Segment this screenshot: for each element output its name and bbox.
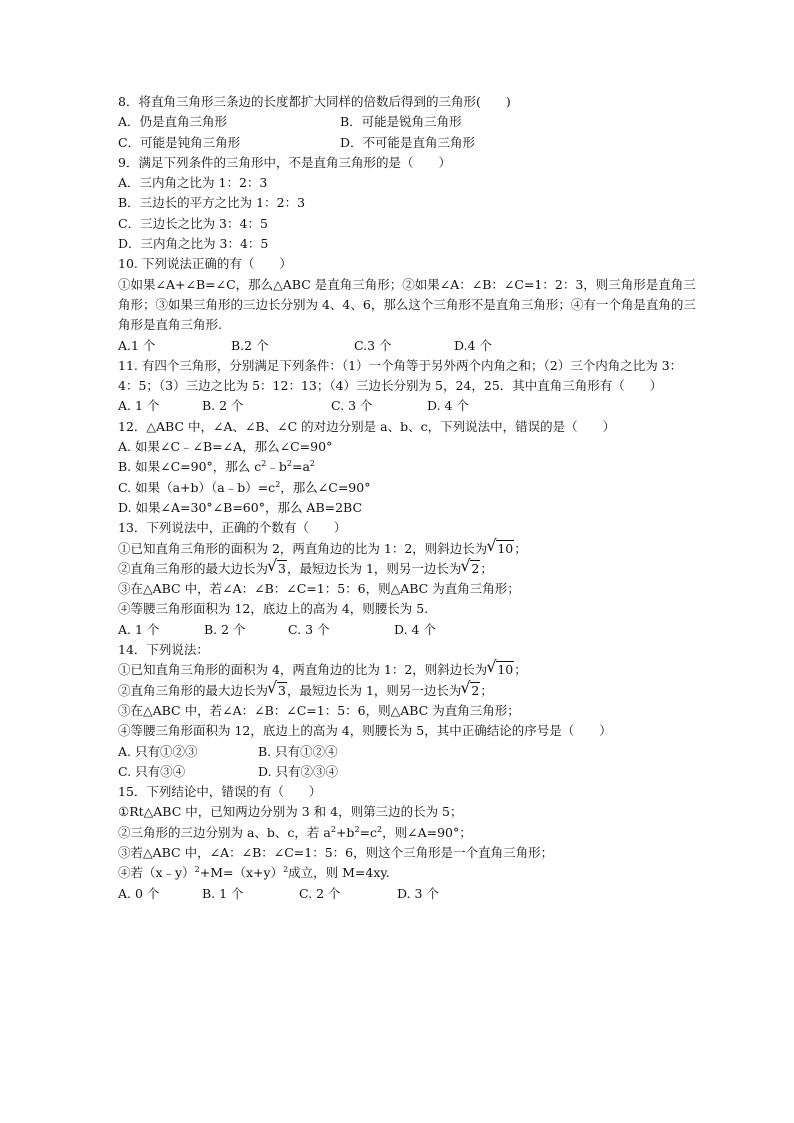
question-13-statement-3: ③在△ABC 中，若∠A：∠B：∠C=1：5：6，则△ABC 为直角三角形； (118, 581, 520, 597)
sqrt-symbol: √ 2 (461, 681, 480, 701)
question-13-stem: 13．下列说法中，正确的个数有（ ） (118, 520, 347, 536)
question-11-option-c[interactable]: C. 3 个 (331, 398, 373, 414)
question-9-option-c[interactable]: C．三边长之比为 3：4：5 (118, 215, 268, 231)
question-8-option-a[interactable]: A．仍是直角三角形 (118, 114, 228, 130)
question-12-option-b[interactable]: B. 如果∠C=90°，那么 $c^2﹣b^2=a^2$ (118, 459, 316, 475)
question-14-options-row-2 (118, 762, 698, 782)
question-12-option-d[interactable]: D. 如果∠A=30°∠B=60°，那么 AB=2BC (118, 499, 363, 515)
question-14-statement-1: ①已知直角三角形的面积为 4，两直角边的比为 1：2，则斜边长为√ 10； (118, 660, 698, 680)
question-15-statement-4: ④若$(x﹣y)^2+M=(x+y)^2$成立，则 M=4xy. (118, 865, 390, 881)
question-11-option-b[interactable]: B. 2 个 (202, 398, 244, 414)
question-15-statement-2: ②三角形的三边分别为 a、b、c，若 $a^2+b^2=c^2$，则∠A=90°； (118, 824, 472, 840)
question-10-option-b[interactable]: B.2 个 (231, 337, 269, 353)
question-14-option-d[interactable]: D. 只有②③④ (258, 763, 339, 779)
sqrt-symbol: √ 10 (487, 660, 514, 680)
question-8-options-row-1 (118, 112, 698, 132)
question-15-option-b[interactable]: B. 1 个 (202, 885, 244, 901)
question-10-option-c[interactable]: C.3 个 (354, 337, 392, 353)
question-13-option-b[interactable]: B. 2 个 (204, 621, 246, 637)
question-10-option-d[interactable]: D.4 个 (454, 337, 492, 353)
question-15-statement-3: ③若△ABC 中，∠A：∠B：∠C=1：5：6，则这个三角形是一个直角三角形； (118, 844, 554, 860)
question-14-option-b[interactable]: B. 只有①②④ (258, 743, 338, 759)
question-10-options (118, 336, 698, 356)
sqrt-symbol: √ 3 (268, 681, 287, 701)
question-15-options (118, 884, 698, 904)
worksheet-page (118, 92, 698, 904)
question-10-body: ①如果∠A+∠B=∠C，那么△ABC 是直角三角形；②如果∠A：∠B：∠C=1：2：3，则三角形是直角三角形；③如果三角形的三边长分别为 4、4、6，那么这个三角形不是直角三角形；④有一个角是直角的三角形是直角三角形. (118, 276, 696, 333)
question-11-body: 11. 有四个三角形，分别满足下列条件：（1）一个角等于另外两个内角之和；（2）三个内角之比为 3：4：5；（3）三边之比为 5：12：13；（4）三边长分别为 5，24，25．其中直角三角形有（ ） (118, 357, 683, 394)
question-10-option-a[interactable]: A.1 个 (118, 337, 156, 353)
question-14-statement-4: ④等腰三角形面积为 12，底边上的高为 4，则腰长为 5，其中正确结论的序号是（ ） (118, 723, 612, 739)
question-12-option-a[interactable]: A. 如果∠C﹣∠B=∠A，那么∠C=90° (118, 439, 333, 455)
question-14-options-row-1 (118, 742, 698, 762)
question-10-stem: 10. 下列说法正确的有（ ） (118, 256, 292, 272)
question-13-option-d[interactable]: D. 4 个 (394, 621, 436, 637)
question-14-statement-3: ③在△ABC 中，若∠A：∠B：∠C=1：5：6，则△ABC 为直角三角形； (118, 702, 520, 718)
question-15-statement-1: ①Rt△ABC 中，已知两边分别为 3 和 4，则第三边的长为 5； (118, 804, 463, 820)
question-13-statement-4: ④等腰三角形面积为 12，底边上的高为 4，则腰长为 5. (118, 601, 429, 617)
question-12-stem: 12．△ABC 中，∠A、∠B、∠C 的对边分别是 a、b、c，下列说法中，错误的是（ ） (118, 418, 616, 434)
question-15-option-c[interactable]: C. 2 个 (299, 885, 341, 901)
question-13-option-a[interactable]: A. 1 个 (118, 621, 160, 637)
question-9-option-b[interactable]: B．三边长的平方之比为 1：2：3 (118, 195, 306, 211)
question-14-option-c[interactable]: C. 只有③④ (118, 763, 186, 779)
question-13-statement-2: ②直角三角形的最大边长为√ 3，最短边长为 1，则另一边长为√ 2； (118, 559, 698, 579)
question-9-stem: 9．满足下列条件的三角形中，不是直角三角形的是（ ） (118, 154, 451, 170)
question-9-option-a[interactable]: A．三内角之比为 1：2：3 (118, 175, 268, 191)
question-13-statement-1: ①已知直角三角形的面积为 2，两直角边的比为 1：2，则斜边长为√ 10； (118, 539, 698, 559)
question-14-statement-2: ②直角三角形的最大边长为√ 3，最短边长为 1，则另一边长为√ 2； (118, 681, 698, 701)
question-9-option-d[interactable]: D．三内角之比为 3：4：5 (118, 236, 269, 252)
question-8-option-b[interactable]: B．可能是锐角三角形 (340, 114, 462, 130)
question-14-option-a[interactable]: A. 只有①②③ (118, 743, 198, 759)
question-11-option-d[interactable]: D. 4 个 (427, 398, 469, 414)
question-15-option-a[interactable]: A. 0 个 (118, 885, 160, 901)
question-13-option-c[interactable]: C. 3 个 (288, 621, 330, 637)
question-11-options (118, 396, 698, 416)
question-8-stem: 8．将直角三角形三条边的长度都扩大同样的倍数后得到的三角形( ) (118, 94, 511, 109)
question-8-option-d[interactable]: D．不可能是直角三角形 (340, 134, 476, 150)
question-8-options-row-2 (118, 133, 698, 153)
question-13-options (118, 620, 698, 640)
question-8-option-c[interactable]: C．可能是钝角三角形 (118, 134, 241, 150)
question-11-option-a[interactable]: A. 1 个 (118, 398, 160, 414)
sqrt-symbol: √ 3 (268, 559, 287, 579)
question-15-stem: 15．下列结论中，错误的有（ ） (118, 784, 322, 800)
sqrt-symbol: √ 10 (487, 539, 514, 559)
question-15-option-d[interactable]: D. 3 个 (397, 885, 439, 901)
sqrt-symbol: √ 2 (461, 559, 480, 579)
question-12-option-c[interactable]: C. 如果$(a+b)(a﹣b)=c^2$，那么∠C=90° (118, 479, 371, 495)
question-14-stem: 14．下列说法： (118, 642, 209, 658)
